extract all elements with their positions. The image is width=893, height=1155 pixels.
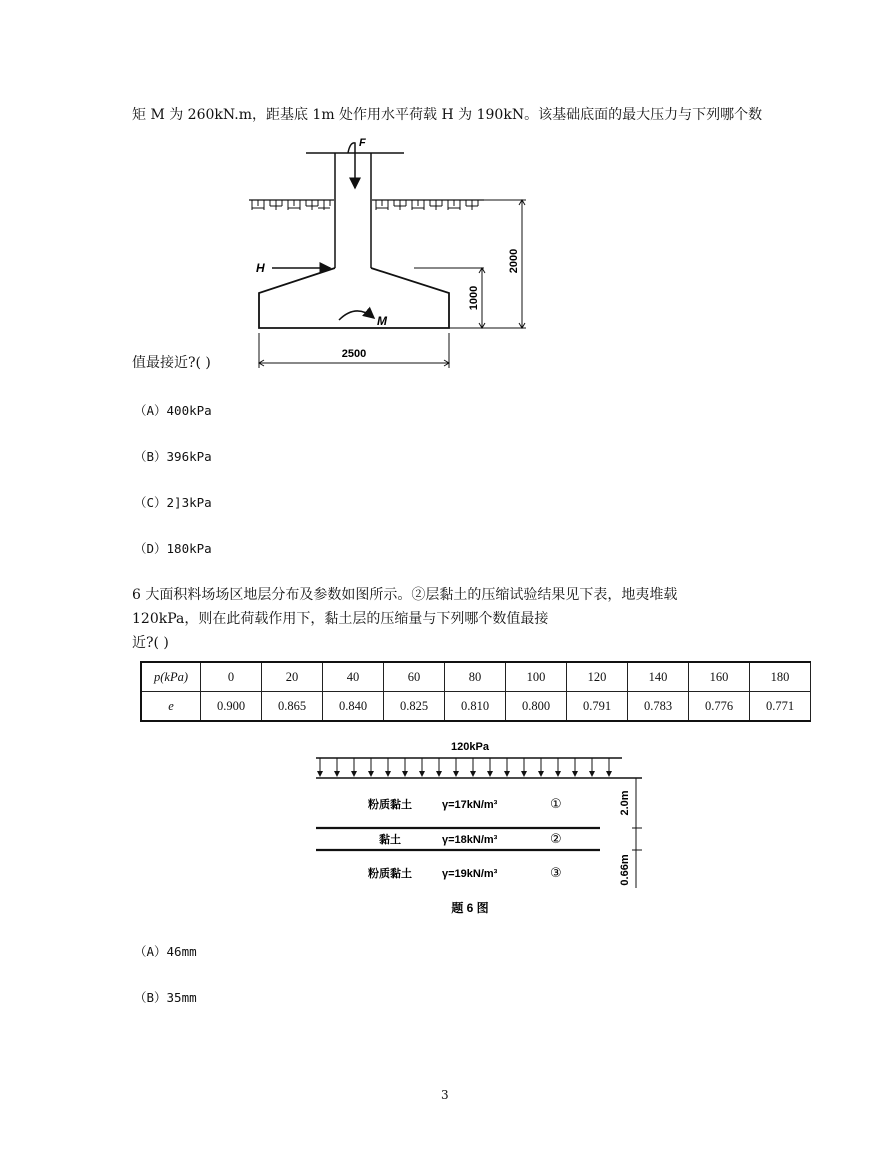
layer-3-number: ③ [550, 865, 562, 880]
table-row-e [141, 692, 811, 722]
q5-text-line2: 值最接近?( ) [132, 355, 211, 371]
q6-text-line2: 120kPa，则在此荷载作用下，黏土层的压缩量与下列哪个数值最接 [132, 611, 549, 627]
load-arrows [320, 758, 609, 776]
q5-option-b: （B）396kPa [134, 449, 212, 464]
table-cell-p: 140 [628, 662, 689, 692]
table-cell-p: 180 [750, 662, 811, 692]
layer-1-number: ① [550, 796, 562, 811]
table-cell-p: 120 [567, 662, 628, 692]
table-cell-p: 80 [445, 662, 506, 692]
q5-option-c: （C）2]3kPa [134, 495, 212, 510]
layer-2-number: ② [550, 831, 562, 846]
layer-1-gamma: γ=17kN/m³ [442, 799, 498, 811]
dim-1000-label: 1000 [468, 285, 480, 311]
table-cell-p: 100 [506, 662, 567, 692]
soil-hatch-right [376, 200, 478, 210]
table-cell-e: 0.791 [567, 692, 628, 722]
q5-option-a: （A）400kPa [134, 403, 212, 418]
table-header-p: p(kPa) [141, 662, 201, 692]
table-cell-e: 0.825 [384, 692, 445, 722]
page-number: 3 [441, 1088, 449, 1102]
q5-text-line1: 矩 M 为 260kN.m，距基底 1m 处作用水平荷载 H 为 190kN。该基础底面的最大压力与下列哪个数 [132, 107, 763, 123]
table-cell-e: 0.840 [323, 692, 384, 722]
force-f-label: F [359, 137, 366, 149]
table-cell-e: 0.900 [201, 692, 262, 722]
layer-3-name: 粉质黏土 [368, 868, 412, 880]
moment-m-label: M [377, 314, 387, 328]
q5-option-d: （D）180kPa [134, 541, 212, 556]
dim-2m-label: 2.0m [619, 790, 631, 816]
layer-1-name: 粉质黏土 [368, 799, 412, 811]
dim-066m-label: 0.66m [619, 854, 631, 886]
foundation-diagram [244, 128, 534, 374]
table-cell-e: 0.783 [628, 692, 689, 722]
table-cell-e: 0.771 [750, 692, 811, 722]
q6-option-a: （A）46mm [134, 944, 197, 959]
figure-caption: 题 6 图 [451, 901, 489, 915]
force-h-label: H [256, 261, 265, 275]
q6-text-line1: 6 大面积料场场区地层分布及参数如图所示。②层黏土的压缩试验结果见下表，地夷堆载 [132, 587, 678, 603]
table-header-e: e [141, 692, 201, 722]
table-cell-e: 0.810 [445, 692, 506, 722]
compression-test-table [140, 661, 811, 722]
table-cell-p: 60 [384, 662, 445, 692]
layer-2-name: 黏土 [379, 834, 401, 846]
table-cell-e: 0.865 [262, 692, 323, 722]
table-cell-e: 0.776 [689, 692, 750, 722]
soil-hatch-left [252, 200, 330, 210]
table-cell-p: 0 [201, 662, 262, 692]
load-label: 120kPa [451, 741, 489, 753]
q6-option-b: （B）35mm [134, 990, 197, 1005]
layer-3-gamma: γ=19kN/m³ [442, 868, 498, 880]
table-cell-p: 20 [262, 662, 323, 692]
table-cell-p: 40 [323, 662, 384, 692]
table-cell-p: 160 [689, 662, 750, 692]
q6-text-line3: 近?( ) [132, 635, 169, 651]
table-cell-e: 0.800 [506, 692, 567, 722]
table-row-p [141, 662, 811, 692]
dim-2500-label: 2500 [341, 348, 367, 360]
dim-2000-label: 2000 [508, 248, 520, 274]
soil-layer-diagram [310, 736, 650, 916]
layer-2-gamma: γ=18kN/m³ [442, 834, 498, 846]
